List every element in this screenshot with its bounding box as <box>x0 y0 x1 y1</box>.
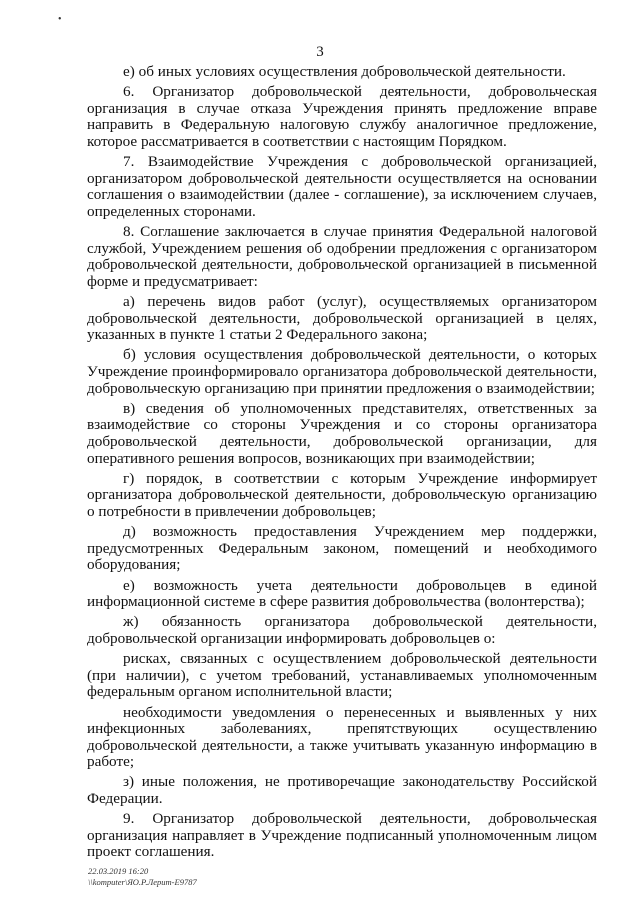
footer-timestamp: 22.03.2019 16:20 <box>88 866 149 876</box>
paragraph-8e: е) возможность учета деятельности добровольцев в единой информационной системе в сфере развития добровольчества (волонтерства); <box>87 576 597 611</box>
paragraph-8z: з) иные положения, не противоречащие законодательству Российской Федерации. <box>87 773 597 808</box>
paragraph-8v: в) сведения об уполномоченных представителях, ответственных за взаимодействие со стороны Учреждения и со стороны организатора добровольческой деятельности, добровольческой организации, для оперативного решения вопросов, возникающих при взаимодействии; <box>87 399 597 467</box>
footer-file-ref: \\komputer\ЯО.Р.Лерит-Е9787 <box>88 877 197 887</box>
document-body <box>87 64 597 865</box>
scan-mark: • <box>58 14 62 25</box>
paragraph-notification: необходимости уведомления о перенесенных и выявленных у них инфекционных заболеваниях, препятствующих осуществлению добровольческой деятельности, а также учитывать указанную информацию в работе; <box>87 703 597 771</box>
paragraph-8b: б) условия осуществления добровольческой деятельности, о которых Учреждение проинформировало организатора добровольческой деятельности, добровольческую организацию при принятии предложения о взаимодействии; <box>87 346 597 397</box>
paragraph-8zh: ж) обязанность организатора добровольческой деятельности, добровольческой организации информировать добровольцев о: <box>87 613 597 647</box>
paragraph-7: 7. Взаимодействие Учреждения с добровольческой организацией, организатором добровольческой деятельности осуществляется на основании соглашения о взаимодействии (далее - соглашение), за исключением случаев, определенных сторонами. <box>87 153 597 220</box>
paragraph-8g: г) порядок, в соответствии с которым Учреждение информирует организатора добровольческой деятельности, добровольческую организацию о потребности в привлечении добровольцев; <box>87 469 597 520</box>
page-number: 3 <box>316 44 324 60</box>
paragraph-risks: рисках, связанных с осуществлением добровольческой деятельности (при наличии), с учетом требований, устанавливаемых уполномоченным федеральным органом исполнительной власти; <box>87 650 597 701</box>
footer-stamp <box>88 866 197 888</box>
paragraph-8a: а) перечень видов работ (услуг), осуществляемых организатором добровольческой деятельности, добровольческой организацией в целях, указанных в пункте 1 статьи 2 Федерального закона; <box>87 293 597 344</box>
paragraph-e-other-conditions: е) об иных условиях осуществления добровольческой деятельности. <box>123 63 566 80</box>
paragraph-9: 9. Организатор добровольческой деятельности, добровольческая организация направляет в Учреждение подписанный уполномоченным лицом проект соглашения. <box>87 810 597 861</box>
paragraph-8d: д) возможность предоставления Учреждением мер поддержки, предусмотренных Федеральным законом, помещений и необходимого оборудования; <box>87 523 597 574</box>
paragraph-6: 6. Организатор добровольческой деятельности, добровольческая организация в случае отказа Учреждения принять предложение вправе направить в Федеральную налоговую службу аналогичное предложение, которое рассматривается в соответствии с настоящим Порядком. <box>87 83 597 150</box>
paragraph-8: 8. Соглашение заключается в случае принятия Федеральной налоговой службой, Учреждением решения об одобрении предложения с организатором добровольческой деятельности, добровольческой организацией в письменной форме и предусматривает: <box>87 223 597 290</box>
